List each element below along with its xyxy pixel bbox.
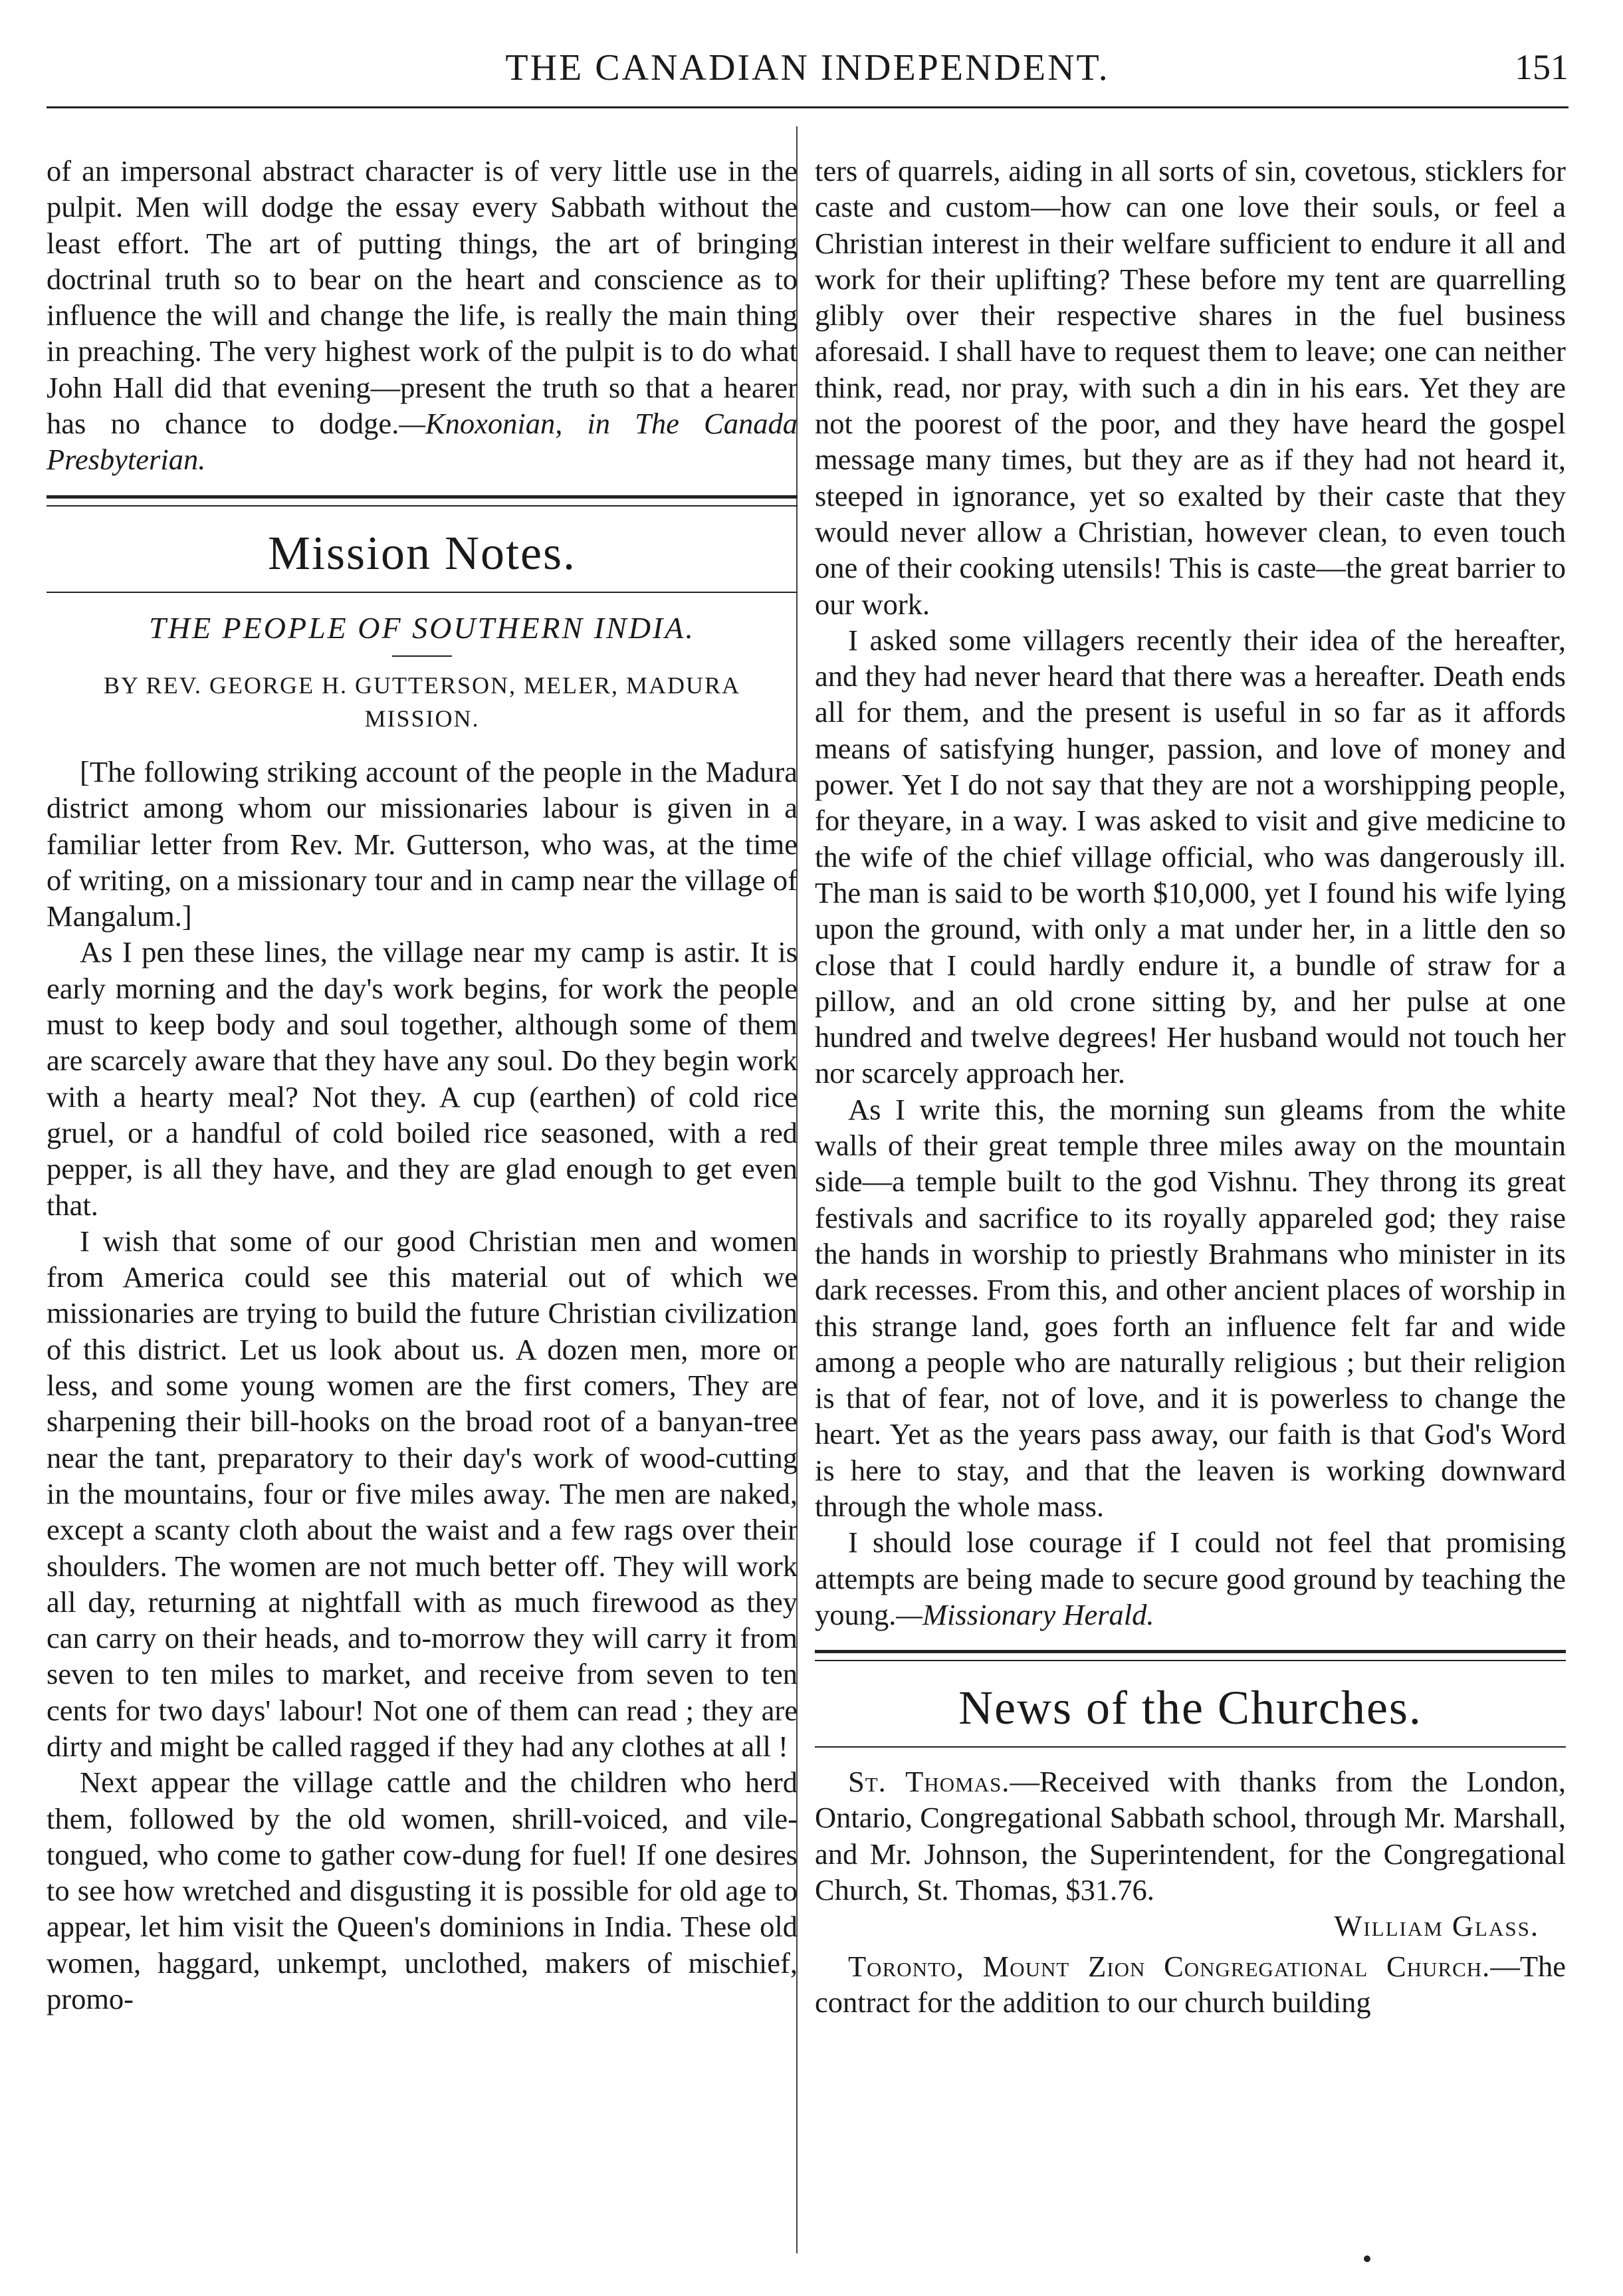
news-item-body: —The contract for the addition to our church building [815, 1949, 1566, 2019]
article-paragraph: [The following striking account of the people in the Madura district among whom our missionaries labour is given in a familiar letter from Rev. Mr. Gutterson, who was, at the time of writing, on a missionary tour and in camp near the village of Mangalum.] [47, 754, 798, 933]
right-column [815, 153, 1566, 2020]
title-rule [392, 655, 452, 657]
section-rule-bottom [47, 592, 798, 593]
opening-attribution: —Knoxonian, in The Canada Presbyterian. [47, 407, 798, 477]
header-rule [47, 106, 1569, 108]
section-heading-news-of-churches: News of the Churches. [958, 1681, 1422, 1735]
article-paragraph: As I pen these lines, the village near my camp is astir. It is early morning and the day's work begins, for work the people must to keep body and soul together, although some of them are scarcely aware that they have any soul. Do they begin work with a hearty meal? Not they. A cup (earthen) of cold rice gruel, or a handful of cold boiled rice seasoned, with a red pepper, is all they have, and they are glad enough to get even that. [47, 935, 798, 1222]
news-item-body: —Received with thanks from the London, Ontario, Congregational Sabbath school, through Mr. Marshall, and Mr. Johnson, the Superintendent, for the Congregational Church, St. Thomas, $31.76. [815, 1765, 1566, 1907]
news-item-lead: St. Thomas. [848, 1765, 1010, 1799]
page-number: 151 [1515, 47, 1569, 87]
article-byline: BY REV. GEORGE H. GUTTERSON, MELER, MADURA MISSION. [103, 671, 741, 732]
article-title: THE PEOPLE OF SOUTHERN INDIA. [149, 610, 695, 645]
news-item [815, 1948, 1566, 2021]
page-header [47, 41, 1569, 98]
section-rule-top [815, 1650, 1566, 1661]
article-paragraph: I wish that some of our good Christian men and women from America could see this material out of which we missionaries are trying to build the future Christian civilization of this district. Let us look about us. A dozen men, more or less, and some young women are the first comers, They are sharpening their bill-hooks on the broad root of a banyan-tree near the tant, preparatory to their day's work of wood-cutting in the mountains, four or five miles away. The men are naked, except a scanty cloth about the waist and a few rags over their shoulders. The women are not much better off. They will work all day, returning at nightfall with as much firewood as they can carry on their heads, and to-morrow they will carry it from seven to ten miles to market, and receive from seven to ten cents for two days' labour! Not one of them can read ; they are dirty and might be called ragged if they had any clothes at all ! [47, 1224, 798, 1763]
article-paragraph: I asked some villagers recently their idea of the hereafter, and they had never heard that there was a hereafter. Death ends all for them, and the present is useful in so far as it affords means of satisfying hunger, passion, and love of money and power. Yet I do not say that they are not a worshipping people, for theyare, in a way. I was asked to visit and give medicine to the wife of the chief village official, who was dangerously ill. The man is said to be worth $10,000, yet I found his wife lying upon the ground, with only a mat under her, in a little den so close that I could hardly endure it, a bundle of straw for a pillow, and an old crone sitting by, and her pulse at one hundred and twelve degrees! Her husband would not touch her nor scarcely approach her. [815, 623, 1566, 1090]
article-paragraph: Next appear the village cattle and the children who herd them, followed by the old women, shrill-voiced, and vile-tongued, who come to gather cow-dung for fuel! If one desires to see how wretched and disgusting it is possible for old age to appear, let him visit the Queen's dominions in India. These old women, haggard, unkempt, unclothed, makers of mischief, promo- [47, 1766, 798, 2016]
news-item [815, 1764, 1566, 1908]
article-paragraph [815, 1524, 1566, 1633]
opening-paragraph [47, 153, 798, 478]
closing-paragraph-text: I should lose courage if I could not feel that promising attempts are being made to secure good ground by teaching the young. [815, 1526, 1566, 1631]
closing-attribution: —Missionary Herald. [896, 1597, 1154, 1631]
section-heading-mission-notes: Mission Notes. [267, 526, 577, 580]
section-rule-bottom [815, 1746, 1566, 1748]
news-item-signature: William Glass. [1334, 1909, 1539, 1943]
news-item-lead: Toronto, Mount Zion Congregational Church. [848, 1949, 1491, 1983]
opening-paragraph-text: of an impersonal abstract character is of very little use in the pulpit. Men will dodge the essay every Sabbath without the least effort. The art of putting things, the art of bringing doctrinal truth so to bear on the heart and conscience as to influence the will and change the life, is really the main thing in preaching. The very highest work of the pulpit is to do what John Hall did that evening—present the truth so that a hearer has no chance to dodge. [47, 154, 798, 441]
ink-dot [1364, 2255, 1370, 2262]
section-rule-top [47, 495, 798, 507]
left-column [47, 153, 798, 2017]
article-paragraph: As I write this, the morning sun gleams from the white walls of their great temple three miles away on the mountain side—a temple built to the god Vishnu. They throng its great festivals and sacrifice to its royally appareled god; they raise the hands in worship to priestly Brahmans who minister in its dark recesses. From this, and other ancient places of worship in this strange land, goes forth an influence felt far and wide among a people who are naturally religious ; but their religion is that of fear, not of love, and it is powerless to change the heart. Yet as the years pass away, our faith is that God's Word is here to stay, and that the leaven is working downward through the whole mass. [815, 1092, 1566, 1523]
running-title: THE CANADIAN INDEPENDENT. [505, 47, 1110, 88]
article-paragraph: ters of quarrels, aiding in all sorts of sin, covetous, sticklers for caste and custom—how can one love their souls, or feel a Christian interest in their welfare sufficient to endure it all and work for their uplifting? These before my tent are quarrelling glibly over their respective shares in the fuel business aforesaid. I shall have to request them to leave; one can neither think, read, nor pray, with such a din in his ears. Yet they are not the poorest of the poor, and they have heard the gospel message many times, but they are as if they had not heard it, steeped in ignorance, yet so exalted by their caste that they would never allow a Christian, however clean, to even touch one of their cooking utensils! This is caste—the great barrier to our work. [815, 154, 1566, 621]
